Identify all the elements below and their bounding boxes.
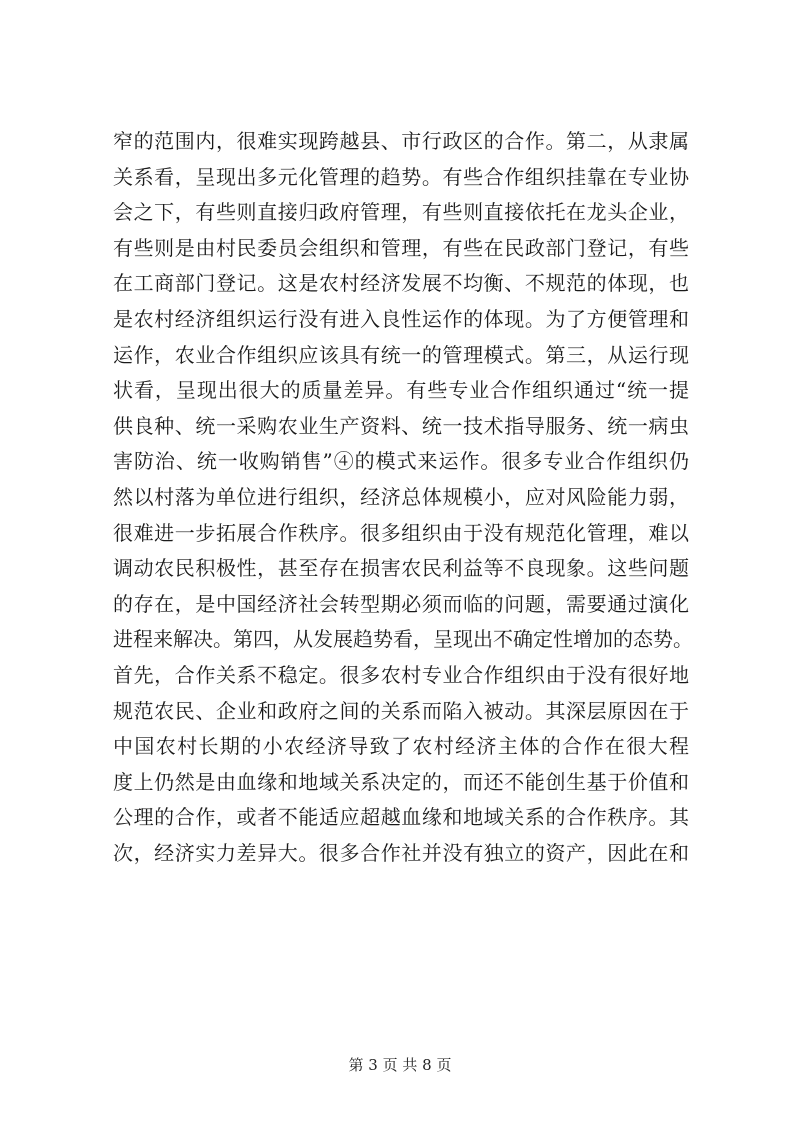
text-line: 窄的范围内，很难实现跨越县、市行政区的合作。第二，从隶属 bbox=[113, 129, 689, 153]
text-line: 进程来解决。第四，从发展趋势看，呈现出不确定性增加的态势。 bbox=[113, 627, 693, 652]
page-footer bbox=[0, 1054, 800, 1075]
text-line: 次，经济实力差异大。很多合作社并没有独立的资产，因此在和 bbox=[113, 840, 689, 865]
page-number: 第 3 页 共 8 页 bbox=[348, 1056, 452, 1074]
text-line: 中国农村长期的小农经济导致了农村经济主体的合作在很大程 bbox=[113, 734, 689, 759]
text-line: 是农村经济组织运行没有进入良性运作的体现。为了方便管理和 bbox=[113, 306, 689, 331]
text-line: 度上仍然是由血缘和地域关系决定的，而还不能创生基于价值和 bbox=[113, 769, 689, 794]
body-text bbox=[113, 124, 693, 871]
text-line: 在工商部门登记。这是农村经济发展不均衡、不规范的体现，也 bbox=[113, 271, 689, 296]
text-line: 公理的合作，或者不能适应超越血缘和地域关系的合作秩序。其 bbox=[113, 805, 689, 830]
text-line: 的存在，是中国经济社会转型期必须而临的问题，需要通过演化 bbox=[113, 591, 689, 616]
text-line: 供良种、统一采购农业生产资料、统一技术指导服务、统一病虫 bbox=[113, 413, 689, 438]
text-line: 规范农民、企业和政府之间的关系而陷入被动。其深层原因在于 bbox=[113, 698, 689, 723]
text-line: 很难进一步拓展合作秩序。很多组织由于没有规范化管理，难以 bbox=[113, 520, 689, 545]
text-line: 调动农民积极性，甚至存在损害农民利益等不良现象。这些问题 bbox=[113, 556, 689, 581]
text-line: 首先，合作关系不稳定。很多农村专业合作组织由于没有很好地 bbox=[113, 662, 689, 687]
text-line: 关系看，呈现出多元化管理的趋势。有些合作组织挂靠在专业协 bbox=[113, 164, 689, 189]
text-line: 状看，呈现出很大的质量差异。有些专业合作组织通过“统一提 bbox=[113, 378, 689, 403]
text-line: 然以村落为单位进行组织，经济总体规模小，应对风险能力弱， bbox=[113, 484, 689, 509]
text-line: 有些则是由村民委员会组织和管理，有些在民政部门登记，有些 bbox=[113, 235, 689, 260]
text-line: 运作，农业合作组织应该具有统一的管理模式。第三，从运行现 bbox=[113, 342, 689, 367]
text-line: 害防治、统一收购销售”④的模式来运作。很多专业合作组织仍 bbox=[113, 449, 689, 474]
text-line: 会之下，有些则直接归政府管理，有些则直接依托在龙头企业， bbox=[113, 200, 689, 225]
